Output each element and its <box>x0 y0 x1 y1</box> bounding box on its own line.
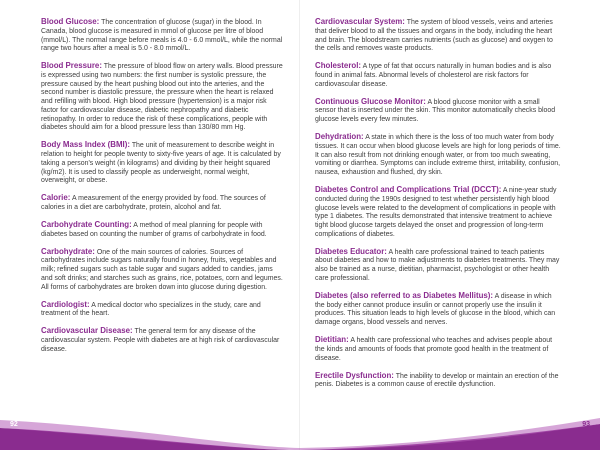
glossary-term: Carbohydrate: <box>41 246 95 256</box>
glossary-entry <box>41 18 284 54</box>
glossary-entry <box>315 98 561 125</box>
glossary-entry <box>315 372 561 391</box>
glossary-definition: The unit of measurement to describe weight in relation to height for people twenty to sixty-five years of age. It is calculated by taking a person's weight (in kilograms) and dividing by their height squared (kg/m2). It is used to classify people as underweight, normal weight, overweight, or obese. <box>41 142 281 185</box>
glossary-entry <box>315 18 561 54</box>
glossary-entry <box>41 141 284 186</box>
glossary-entry <box>315 336 561 363</box>
glossary-term: Cardiovascular Disease: <box>41 326 133 336</box>
page-number-left: 92 <box>10 421 18 428</box>
glossary-term: Diabetes Control and Complications Trial (DCCT): <box>315 185 502 194</box>
glossary-entry <box>315 62 561 89</box>
glossary-definition: A state in which there is the loss of too much water from body tissues. It can occur when blood glucose levels are high for long periods of time. It can also result from not drinking enough water, or from too much sweating, vomiting or diarrhea. Symptoms can include extreme thirst, irritability, confusion, nausea, exhaustion and flushed, dry skin. <box>315 134 561 177</box>
glossary-entry <box>41 194 284 213</box>
glossary-definition: A medical doctor who specializes in the study, care and treatment of the heart. <box>41 301 261 318</box>
glossary-entry <box>41 248 284 293</box>
glossary-term: Dietitian: <box>315 335 349 345</box>
glossary-term: Calorie: <box>41 193 71 203</box>
decorative-swoosh-band <box>0 390 600 450</box>
glossary-definition: The inability to develop or maintain an erection of the penis. Diabetes is a common cause of erectile dysfunction. <box>315 372 559 389</box>
glossary-entry <box>41 301 284 320</box>
glossary-term: Diabetes Educator: <box>315 246 387 256</box>
glossary-definition: The system of blood vessels, veins and arteries that deliver blood to all the tissues and organs in the body, including the heart and brain. The bloodstream carries nutrients (such as glucose) and oxygen to the cells and removes waste products. <box>315 19 553 53</box>
right-page-column <box>315 18 561 398</box>
glossary-definition: The concentration of glucose (sugar) in the blood. In Canada, blood glucose is measured in mmol of glucose per litre of blood (mmol/L). The normal range before meals is 4.0 - 6.0 mmol/L, while the normal range two hours after a meal is 5.0 - 8.0 mmol/L. <box>41 19 283 53</box>
glossary-definition: A nine-year study conducted during the 1990s designed to test whether persistently high blood glucose levels were related to the development of complications in people with type 1 diabetes. The results demonstrated that intensive treatment to achieve tight blood glucose targets delayed the onset and progression of long-term complications of diabetes. <box>315 187 557 238</box>
glossary-term: Blood Pressure: <box>41 61 102 71</box>
glossary-term: Diabetes (also referred to as Diabetes Mellitus): <box>315 290 494 300</box>
glossary-entry <box>315 292 561 328</box>
glossary-definition: The general term for any disease of the cardiovascular system. People with diabetes are at high risk of cardiovascular disease. <box>41 328 280 353</box>
glossary-term: Cardiovascular System: <box>315 17 405 26</box>
page-number-right: 93 <box>582 421 590 428</box>
glossary-term: Cholesterol: <box>315 61 362 71</box>
glossary-term: Cardiologist: <box>41 299 90 309</box>
glossary-definition: A measurement of the energy provided by food. The sources of calories in a diet are carbohydrate, protein, alcohol and fat. <box>41 195 266 212</box>
glossary-definition: A blood glucose monitor with a small sensor that is inserted under the skin. This monitor automatically checks blood glucose levels every few minutes. <box>315 98 556 124</box>
glossary-term: Erectile Dysfunction: <box>315 370 394 380</box>
glossary-term: Dehydration: <box>315 132 364 142</box>
glossary-entry <box>41 62 284 133</box>
glossary-definition: A health care professional who teaches and advises people about the kinds and amounts of foods that promote good health in the treatment of disease. <box>315 337 553 362</box>
glossary-definition: A method of meal planning for people with diabetes based on counting the number of grams of carbohydrate in food. <box>41 222 267 238</box>
glossary-entry <box>315 248 561 284</box>
page-gutter <box>299 0 300 450</box>
glossary-term: Carbohydrate Counting: <box>41 220 132 229</box>
glossary-entry <box>315 186 561 240</box>
glossary-definition: The pressure of blood flow on artery walls. Blood pressure is expressed using two numbers: the first number is systolic pressure, the pressure caused by the heart pushing blood out into the arteries, and the second number is diastolic pressure, the pressure when the heart is relaxed and refilling with blood. High blood pressure (hypertension) is a major risk factor for cardiovascular disease, diabetic nephropathy and diabetic retinopathy. In order to reduce the risk of these complications, people with diabetes should aim for a blood pressure less than 130/80 mm Hg. <box>41 63 283 132</box>
glossary-definition: One of the main sources of calories. Sources of carbohydrates include sugars naturally found in honey, fruits, vegetables and milk; refined sugars such as table sugar and sugars added to candies, jams and soft drinks; and starches such as grains, rice, potatoes, corn and legumes. All forms of carbohydrates are broken down into glucose during digestion. <box>41 248 283 291</box>
glossary-entry <box>315 133 561 178</box>
glossary-definition: A disease in which the body either cannot produce insulin or cannot properly use the insulin it produces. This situation leads to high levels of glucose in the blood, which can damage organs, blood vessels and nerves. <box>315 292 556 327</box>
glossary-term: Body Mass Index (BMI): <box>41 140 130 150</box>
glossary-entry <box>41 327 284 354</box>
glossary-definition: A health care professional trained to teach patients about diabetes and how to make adjustments to diabetes treatments. They may also be trained as a nurse, dietitian, pharmacist, psychologist or other health care professional. <box>315 248 560 282</box>
glossary-entry <box>41 221 284 240</box>
glossary-term: Continuous Glucose Monitor: <box>315 96 426 106</box>
glossary-definition: A type of fat that occurs naturally in human bodies and is also found in animal fats. Abnormal levels of cholesterol are risk factors for cardiovascular disease. <box>315 63 552 88</box>
left-page-column <box>41 18 284 363</box>
glossary-term: Blood Glucose: <box>41 17 100 26</box>
